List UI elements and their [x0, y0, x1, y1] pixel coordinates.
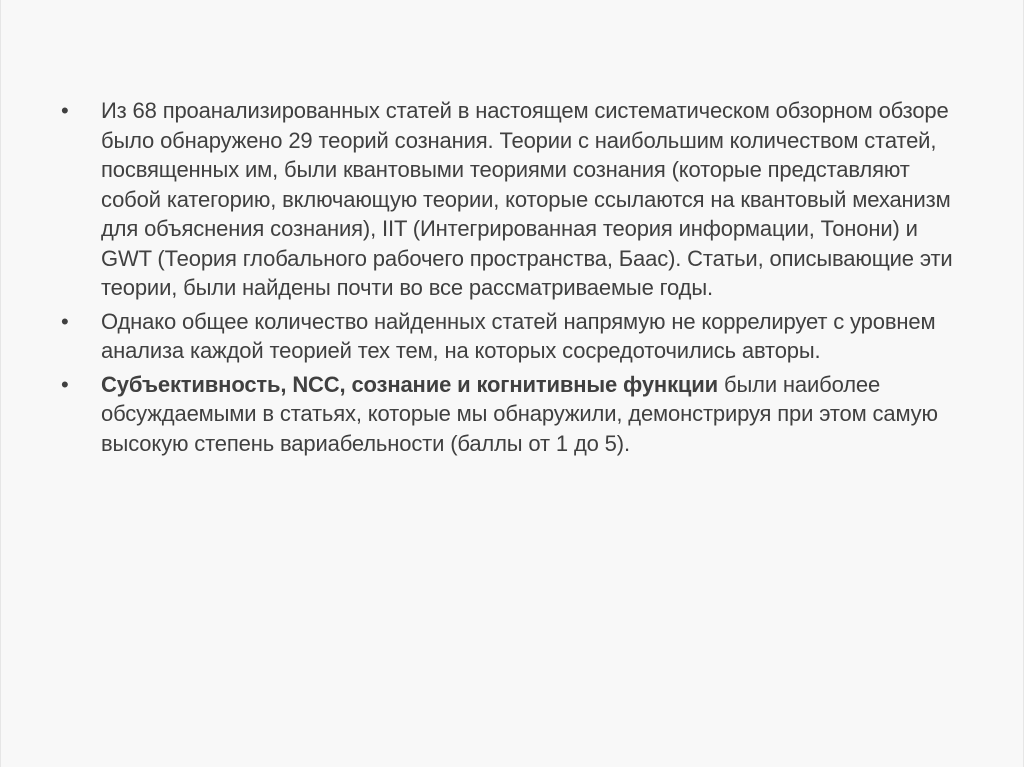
bullet-text: Из 68 проанализированных статей в настоящем систематическом обзорном обзоре было обнаружено 29 теорий сознания. Теории с наибольшим количеством статей, посвященных им, были квантовыми теориями сознания (которые представляют собой категорию, включающую теории, которые ссылаются на квантовый механизм для объяснения сознания), IIT (Интегрированная теория информации, Тонони) и GWT (Теория глобального рабочего пространства, Баас). Статьи, описывающие эти теории, были найдены почти во все рассматриваемые годы.	[101, 98, 953, 300]
bullet-list	[61, 96, 971, 462]
bullet-text: Однако общее количество найденных статей напрямую не коррелирует с уровнем анализа каждой теорией тех тем, на которых сосредоточились авторы.	[101, 308, 936, 363]
bullet-dot: •	[61, 98, 69, 123]
bullet-item-1	[61, 96, 971, 303]
bullet-bold-text: Субъективность, NCC, сознание и когнитивные функции	[101, 371, 719, 397]
bullet-text: были наиболее обсуждаемыми в статьях, которые мы обнаружили, демонстрируя при этом самую высокую степень вариабельности (баллы от 1 до 5).	[101, 371, 938, 456]
bullet-item-2	[61, 307, 971, 366]
bullet-dot: •	[61, 371, 69, 397]
bullet-item-3	[61, 370, 971, 459]
bullet-dot: •	[61, 308, 69, 334]
